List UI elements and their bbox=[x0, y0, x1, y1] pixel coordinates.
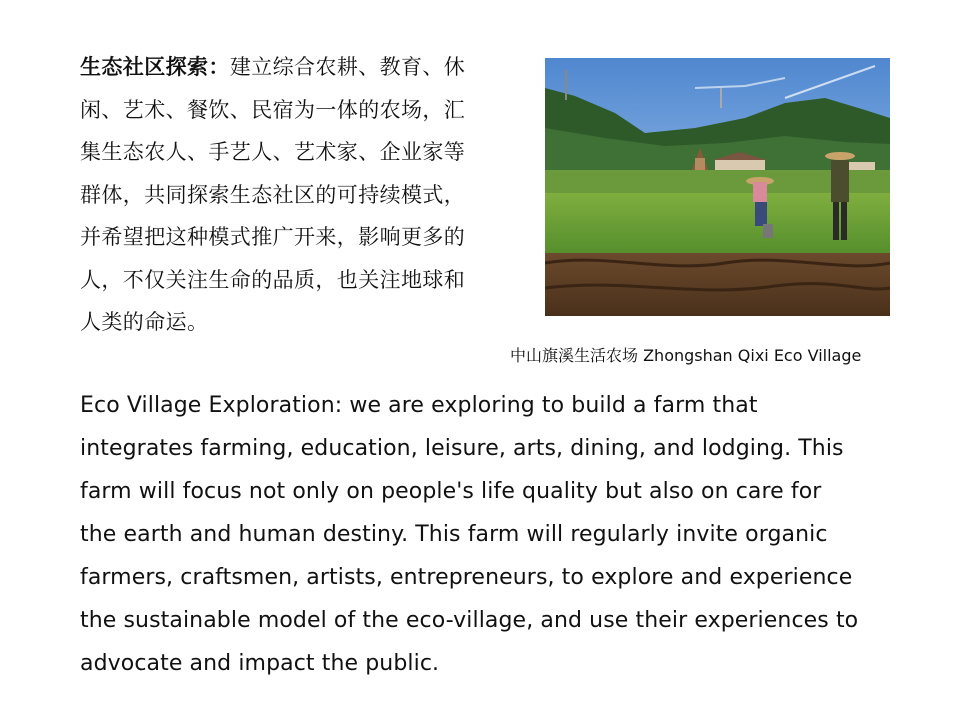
english-line: integrates farming, education, leisure, arts, dining, and lodging. This bbox=[80, 436, 844, 461]
chinese-paragraph bbox=[80, 46, 520, 344]
chinese-line: 集生态农人、手艺人、艺术家、企业家等 bbox=[80, 140, 466, 164]
chinese-line: 闲、艺术、餐饮、民宿为一体的农场，汇 bbox=[80, 97, 466, 122]
chinese-line: 人，不仅关注生命的品质，也关注地球和 bbox=[80, 267, 466, 292]
chinese-line: 并希望把这种模式推广开来，影响更多的 bbox=[80, 225, 466, 249]
chinese-heading: 生态社区探索： bbox=[80, 55, 230, 79]
photo-caption: 中山旗溪生活农场 Zhongshan Qixi Eco Village bbox=[510, 346, 862, 365]
chinese-line-text: 建立综合农耕、教育、休 bbox=[229, 55, 466, 79]
english-line: the earth and human destiny. This farm will regularly invite organic bbox=[80, 522, 828, 547]
chinese-line: 群体，共同探索生态社区的可持续模式， bbox=[80, 182, 466, 207]
english-line: the sustainable model of the eco-village, and use their experiences to bbox=[80, 608, 859, 633]
english-line: advocate and impact the public. bbox=[80, 651, 440, 676]
english-line: farmers, craftsmen, artists, entrepreneurs, to explore and experience bbox=[80, 565, 853, 590]
english-line: farm will focus not only on people's life quality but also on care for bbox=[80, 479, 822, 504]
english-line: Eco Village Exploration: we are exploring to build a farm that bbox=[80, 393, 758, 418]
chinese-line: 人类的命运。 bbox=[80, 310, 209, 334]
english-paragraph bbox=[80, 384, 900, 685]
farm-photo-illustration bbox=[545, 58, 890, 316]
chinese-line bbox=[80, 46, 520, 89]
farm-field-photo bbox=[545, 58, 890, 316]
